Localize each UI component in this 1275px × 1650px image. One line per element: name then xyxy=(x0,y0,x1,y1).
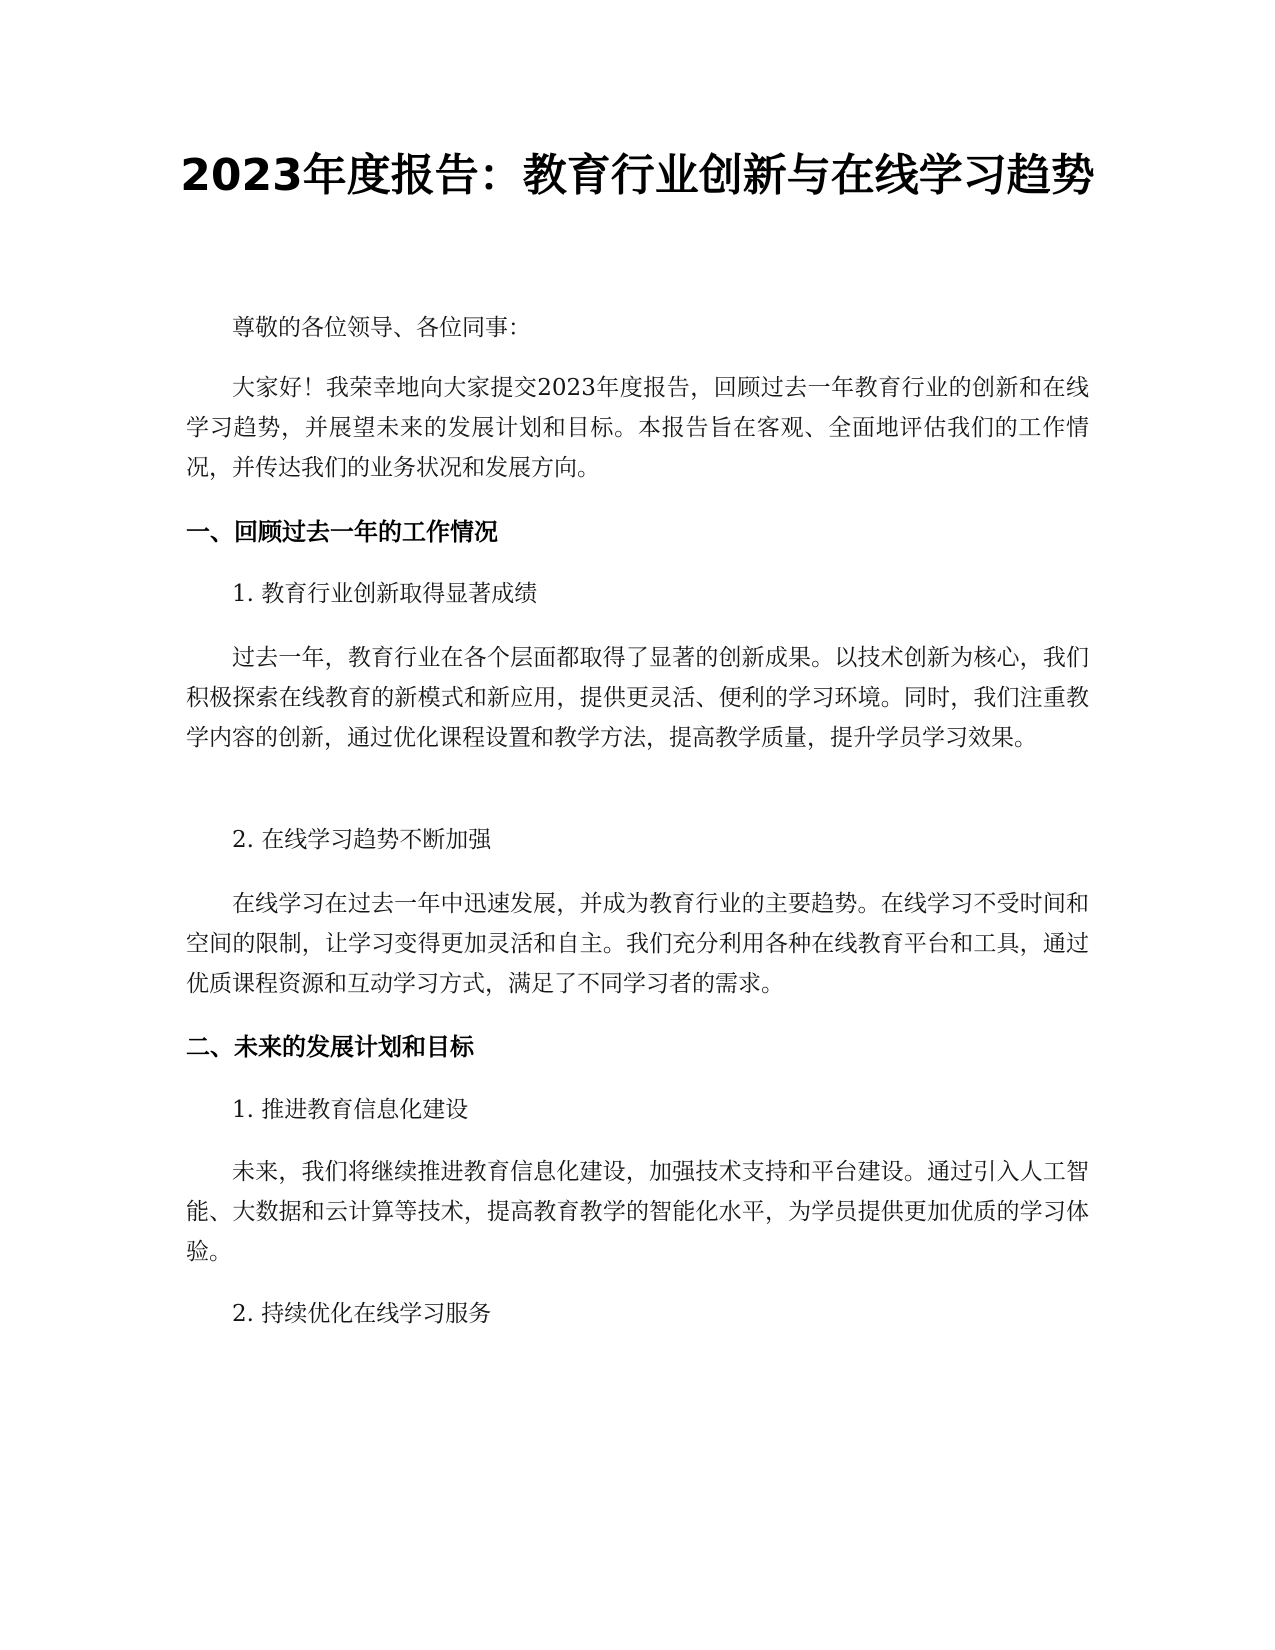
subheading-2-2: 2. 持续优化在线学习服务 xyxy=(232,1301,492,1327)
salutation: 尊敬的各位领导、各位同事： xyxy=(232,315,531,341)
subheading-1-2: 2. 在线学习趋势不断加强 xyxy=(232,827,492,853)
section-heading-1: 一、回顾过去一年的工作情况 xyxy=(186,518,498,546)
paragraph-1-1: 过去一年，教育行业在各个层面都取得了显著的创新成果。以技术创新为核心，我们积极探索在线教育的新模式和新应用，提供更灵活、便利的学习环境。同时，我们注重教学内容的创新，通过优化课程设置和教学方法，提高教学质量，提升学员学习效果。 xyxy=(186,645,1089,751)
intro-paragraph: 大家好！我荣幸地向大家提交2023年度报告，回顾过去一年教育行业的创新和在线学习趋势，并展望未来的发展计划和目标。本报告旨在客观、全面地评估我们的工作情况，并传达我们的业务状况和发展方向。 xyxy=(186,375,1089,481)
section-heading-2: 二、未来的发展计划和目标 xyxy=(186,1033,474,1061)
paragraph-1-2: 在线学习在过去一年中迅速发展，并成为教育行业的主要趋势。在线学习不受时间和空间的限制，让学习变得更加灵活和自主。我们充分利用各种在线教育平台和工具，通过优质课程资源和互动学习方式，满足了不同学习者的需求。 xyxy=(186,891,1089,997)
document-title: 2023年度报告：教育行业创新与在线学习趋势 xyxy=(180,150,1095,201)
paragraph-2-1: 未来，我们将继续推进教育信息化建设，加强技术支持和平台建设。通过引入人工智能、大数据和云计算等技术，提高教育教学的智能化水平，为学员提供更加优质的学习体验。 xyxy=(186,1159,1089,1265)
subheading-1-1: 1. 教育行业创新取得显著成绩 xyxy=(232,581,538,607)
subheading-2-1: 1. 推进教育信息化建设 xyxy=(232,1097,469,1123)
